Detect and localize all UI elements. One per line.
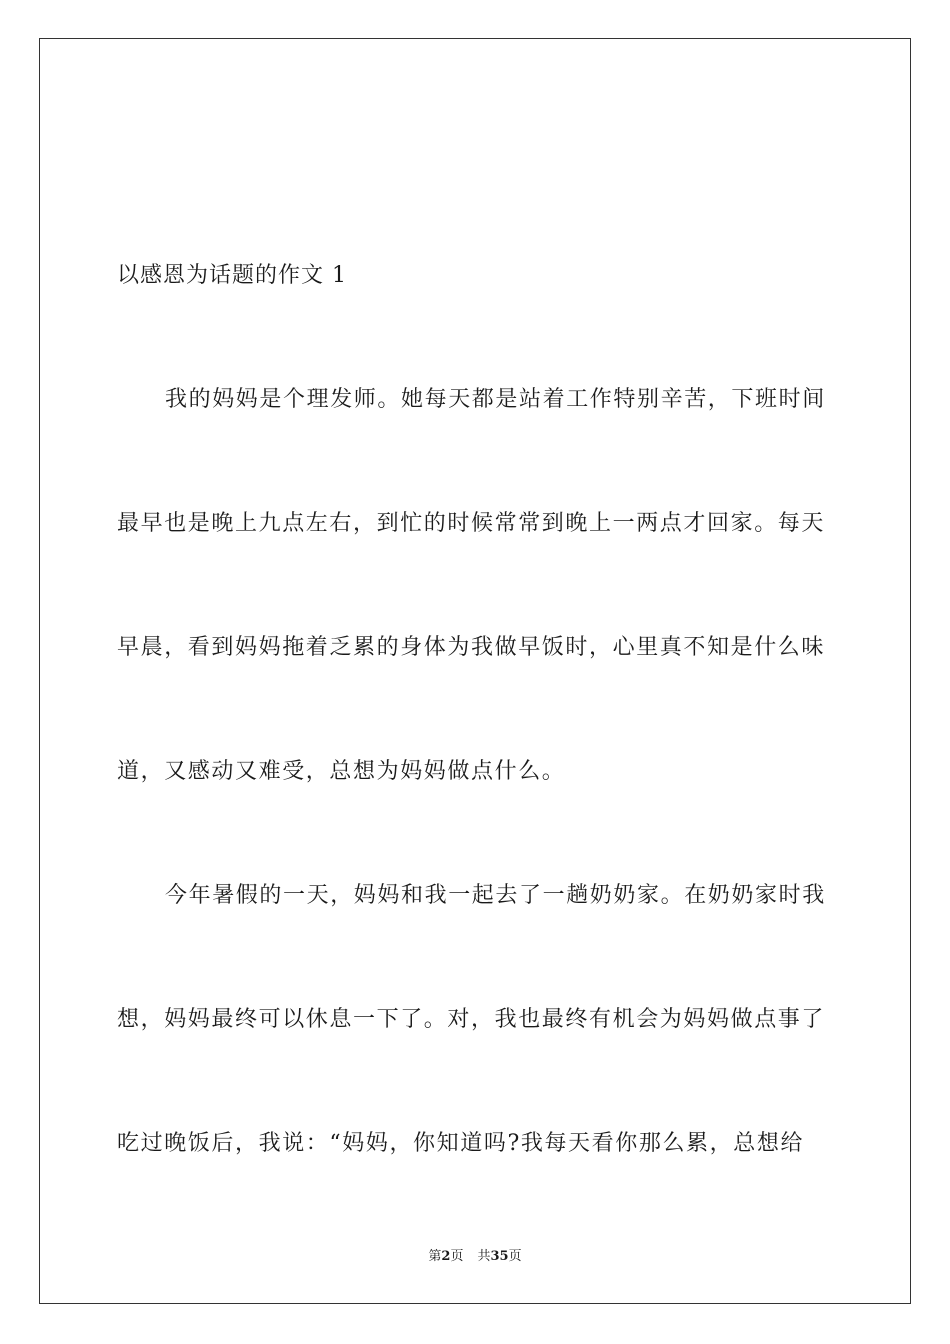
paragraph-line: 早晨，看到妈妈拖着乏累的身体为我做早饭时，心里真不知是什么味 — [117, 635, 826, 660]
total-suffix: 页 — [508, 1249, 522, 1264]
paragraph-line: 道，又感动又难受，总想为妈妈做点什么。 — [117, 759, 566, 784]
page-number: 2 — [441, 1249, 451, 1264]
paragraph-line: 今年暑假的一天，妈妈和我一起去了一趟奶奶家。在奶奶家时我 — [165, 883, 826, 908]
total-pages: 35 — [490, 1249, 509, 1264]
page-prefix: 第 — [428, 1249, 442, 1264]
paragraph-line: 我的妈妈是个理发师。她每天都是站着工作特别辛苦，下班时间 — [165, 387, 826, 412]
page-suffix: 页 — [450, 1249, 464, 1264]
paragraph-line: 吃过晚饭后，我说：“妈妈，你知道吗?我每天看你那么累，总想给 — [117, 1131, 805, 1156]
page-footer — [0, 1248, 950, 1266]
document-title: 以感恩为话题的作文 1 — [117, 263, 347, 288]
paragraph-line: 最早也是晚上九点左右，到忙的时候常常到晚上一两点才回家。每天 — [117, 511, 826, 536]
page-border — [39, 38, 911, 1304]
paragraph-line: 想，妈妈最终可以休息一下了。对，我也最终有机会为妈妈做点事了 — [117, 1007, 826, 1032]
total-prefix: 共 — [477, 1249, 491, 1264]
